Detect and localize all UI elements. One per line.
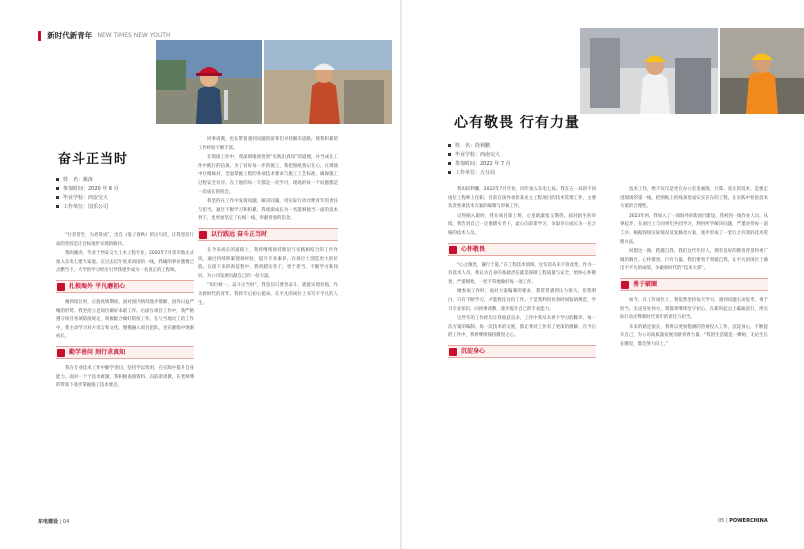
section-heading: 心怀敬畏	[448, 243, 596, 256]
info-name: 姓 名：段利鹏	[455, 143, 491, 149]
left-column-2	[198, 136, 338, 512]
header-accent-bar	[38, 31, 41, 41]
section-icon	[449, 348, 457, 356]
info-row	[56, 203, 119, 212]
paragraph: 在现场工作中，我深刻地领悟到“实践出真知”的道理，并当成在工作中践行的信条。为了对好每一步的施工，我把图纸熟记在心，在现场中仔细核对，全面掌握工程的各项技术要求与施工工艺标准，确保施工过程安全有序。在工地的每一天都是一次学习，现场的每一个问题都是一次成长的机会。	[198, 155, 338, 195]
photo-worker-factory	[580, 28, 718, 114]
section-icon	[57, 283, 65, 291]
photo-worker-vest	[720, 28, 804, 114]
paragraph: 同事请教，也在带着遇到问题的前辈们寻找解决思路，使我积累的工作经验不断丰富。	[198, 137, 338, 151]
page-footer: 05 | POWERCHINA	[718, 518, 768, 524]
footer-brand: POWERCHINA	[729, 518, 768, 524]
section-heading: 扎根海外 平凡磨初心	[56, 280, 194, 293]
info-unit: 工作单位：五分局	[455, 170, 496, 176]
left-column-1	[56, 232, 194, 512]
info-row	[448, 160, 511, 169]
photo-worker-site	[264, 40, 392, 124]
paragraph: 这些年的工作经历让我收获良多，工作中我从未停下学习的脚步。每一次方案的编制、每一次技术的交底，都让我对工作有了更深的理解。在今后的工作中，我将继续保持敬畏之心。	[448, 316, 596, 339]
section-title-cn: 新时代新青年	[47, 31, 93, 40]
photo-worker-red-helmet	[156, 40, 262, 124]
page-footer: 东电建设 | 04	[38, 519, 70, 525]
footer-brand: 东电建设	[38, 519, 59, 525]
section-icon	[57, 349, 65, 357]
info-name: 姓 名：姚涛	[63, 177, 94, 183]
info-row	[448, 151, 511, 160]
info-school: 毕业学校：西南交大	[455, 152, 501, 158]
paragraph: 2023年初，我加入了一项海外的新项目建设。我初到一线作业人员，从零起步，在项目上与同事们共同学习，利用所学解决问题，严谨对待每一道工序。根据现场实际情况反复修改方案，逐步形成了一套行之有效的技术管理方法。	[620, 213, 768, 245]
section-heading: 勇于破圈	[620, 278, 768, 291]
section-header	[38, 30, 170, 41]
info-unit: 工作单位：国乐公司	[63, 204, 109, 210]
section-icon	[199, 231, 207, 239]
section-title-en: NEW TIMES NEW YOUTH	[97, 32, 171, 39]
paragraph: 我在专业技术工作中勤学善问，坚持学以致用，在实践中提升自身能力。面对一个个技术难题，我积极查阅资料、向前辈请教，在老师傅的带领下逐步掌握施工技术要点。	[56, 365, 194, 389]
info-date: 参加时间：2022 年 7 月	[455, 161, 511, 167]
section-heading: 勤学善问 刻行求真知	[56, 346, 194, 359]
right-column-2	[620, 186, 768, 512]
paragraph: “知行统一，奋斗正当时”，我坚信只要肯奋斗，就能实现价值。作为新时代的青年，我将牢记初心使命，在平凡的岗位上书写不平凡的人生。	[198, 283, 338, 306]
paragraph: 我坚持在工作中发现问题，解决问题，用实际行动诠释青年的责任与担当。通过不断学习和积累，我逐渐成长为一名能够独当一面的技术骨干，也更加坚定了扎根一线、奉献青春的信念。	[198, 199, 338, 222]
paragraph: 刚参加工作时，面对方案编制的要求，我常常感到压力很大。但我明白，只有不断学习，才能胜任这份工作。于是我利用业余时间钻研规范，学习专业知识，向同事请教，逐步提升自己的专业能力。	[448, 289, 596, 312]
info-date: 参加时间：2020 年 6 月	[63, 186, 119, 192]
paragraph: 刚到项目时，正值疫情期间，面对国内情况逐步缓解，国外日益严峻的形势，我坚持立足岗位做好本职工作。后面在项目工作中，我严格遵守项目各项防疫规定，积极配合做好防疫工作。在与当地员工的工作中，我主动学习对方语言和文化，慢慢融入项目团队，也在磨练中逐渐成长。	[56, 299, 194, 340]
paragraph: 如今，在工作岗位上，我依然坚持每天学习，遇到问题主动思考，勇于担当。无论身处何方，我都将继续坚守初心，在新的起点上砥砺前行，用实际行动诠释新时代青年的责任与担当。	[620, 297, 768, 321]
paragraph: 记得刚入职时，我在项目部上班，心里既紧张又期待。面对陌生的环境，我告诉自己一定要踏实肯干，虚心向前辈学习，争取早日成长为一名合格的技术人员。	[448, 213, 596, 236]
paragraph: 我叫姚涛，毕业于西安交大土木工程专业，2020年7月荣幸地正式加入东电七建大家庭。在过去近年度来回国的一线，我确的事业激情已点燃当下，大学的学习经历引导我逐步成为一名真正的工程师。	[56, 251, 194, 274]
info-row	[56, 194, 119, 203]
info-row	[56, 185, 119, 194]
paragraph: 我叫段利鹏，2022年7月毕业，同年加入东电七局。我在五一局的不同岗位工程师上任职，目前在国外承担某业主工程项目的技术管理工作，主要负责各项技术方案的编制与审核工作。	[448, 187, 596, 210]
page-number: 04	[62, 519, 70, 525]
info-row	[56, 176, 119, 185]
info-school: 毕业学校：西安交大	[63, 195, 109, 201]
author-info	[448, 142, 511, 178]
section-heading: 以行践远 奋斗正当时	[198, 228, 338, 241]
info-row	[448, 169, 511, 178]
paragraph: 在今来成长的道路上，我将继续保持理论与实践相结合的工作作风，通过持续积累现场经验，提升专业素养，在岗位上创造更大的价值。在接下来的新征程中，我将踏实肯干，勇于担当，不断学习新知识，为公司发展贡献自己的一份力量。	[198, 247, 338, 279]
paragraph: 回想这一路，跨越自我，我们这代年轻人，拥有良好的教育背景和更广阔的舞台。心怀敬畏，行有力量，我们要勇于突破自我，在平凡的岗位上做出不平凡的成绩，争做新时代的“技术大拿”。	[620, 249, 768, 272]
paragraph: 技术工作，绝不仅仅是坐在办公室里画图、计算。真正的技术，是要走进现场的第一线，把图纸上的线条变成实实在在的工程，在实践中检验技术方案的合理性。	[620, 187, 768, 210]
section-heading: 沉淀身心	[448, 345, 596, 358]
section-icon	[621, 281, 629, 289]
info-row	[448, 142, 511, 151]
paragraph: “心之敬畏，谦行于道。”在工程技术领域，这句话从未不曾改变。作为一名技术人员，我认为自身的基础责任就是保障工程质量与安全，始终心怀敬畏，严谨细致，一丝不苟地做好每一项工作。	[448, 262, 596, 285]
author-info	[56, 176, 119, 212]
section-icon	[449, 246, 457, 254]
article-title: 奋斗正当时	[58, 152, 129, 167]
right-page	[402, 0, 804, 549]
article-title: 心有敬畏 行有力量	[454, 115, 580, 131]
right-column-1	[448, 186, 596, 512]
paragraph: “行者常至，为者常成”，出自《晏子春秋》的这句话，让我坚信行动的坚持是让目标逐步实现的路径。	[56, 233, 194, 247]
paragraph: 未来的路还很长，我将以更加饱满的热情投入工作，沉淀身心，不断提升自己，为公司高质量发展贡献青春力量。“我的生活就是一棵树，无论生长在哪里，都会努力向上。”	[620, 324, 768, 347]
page-number: 05	[718, 518, 725, 524]
